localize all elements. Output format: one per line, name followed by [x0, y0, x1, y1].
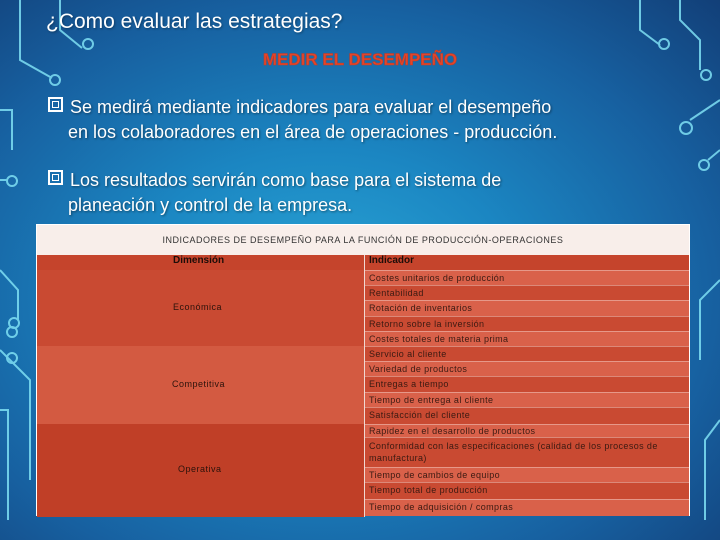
checkbox-bullet-icon	[48, 170, 63, 185]
table-row: Costes unitarios de producción	[365, 270, 689, 285]
bullet-2-line-2: planeación y control de la empresa.	[68, 195, 353, 215]
checkbox-bullet-icon	[48, 97, 63, 112]
table-row: Rapidez en el desarrollo de productos	[365, 424, 689, 437]
table-row: Satisfacción del cliente	[365, 407, 689, 424]
table-caption: INDICADORES DE DESEMPEÑO PARA LA FUNCIÓN DE PRODUCCIÓN-OPERACIONES	[37, 225, 689, 256]
table-row: Retorno sobre la inversión	[365, 316, 689, 331]
bullet-2-line-1: Los resultados servirán como base para el sistema de	[70, 170, 502, 190]
table-row: Rentabilidad	[365, 285, 689, 300]
dimension-operativa: Operativa	[178, 464, 222, 474]
bullet-1	[48, 95, 660, 145]
table-row: Tiempo de adquisición / compras	[365, 499, 689, 516]
table-row: Tiempo de cambios de equipo	[365, 467, 689, 482]
table-row: Servicio al cliente	[365, 346, 689, 361]
table-row: Costes totales de materia prima	[365, 331, 689, 346]
table-row: Rotación de inventarios	[365, 300, 689, 316]
slide-subtitle: MEDIR EL DESEMPEÑO	[262, 50, 458, 69]
table-row: Entregas a tiempo	[365, 376, 689, 392]
table-row: Tiempo de entrega al cliente	[365, 392, 689, 407]
indicators-table	[36, 224, 690, 516]
table-row: Conformidad con las especificaciones (calidad de los procesos de manufactura)	[365, 437, 689, 467]
bullet-2	[48, 168, 660, 218]
bullet-1-line-2: en los colaboradores en el área de operaciones - producción.	[68, 122, 558, 142]
table-row: Tiempo total de producción	[365, 482, 689, 499]
indicator-column-header: Indicador	[365, 255, 689, 270]
dimension-column-header: Dimensión	[173, 255, 225, 266]
bullet-1-line-1: Se medirá mediante indicadores para evaluar el desempeño	[70, 97, 552, 117]
table-row: Variedad de productos	[365, 361, 689, 376]
dimension-economica: Económica	[173, 302, 223, 312]
slide-title: ¿Como evaluar las estrategias?	[46, 10, 343, 33]
dimension-competitiva: Competitiva	[172, 379, 226, 389]
